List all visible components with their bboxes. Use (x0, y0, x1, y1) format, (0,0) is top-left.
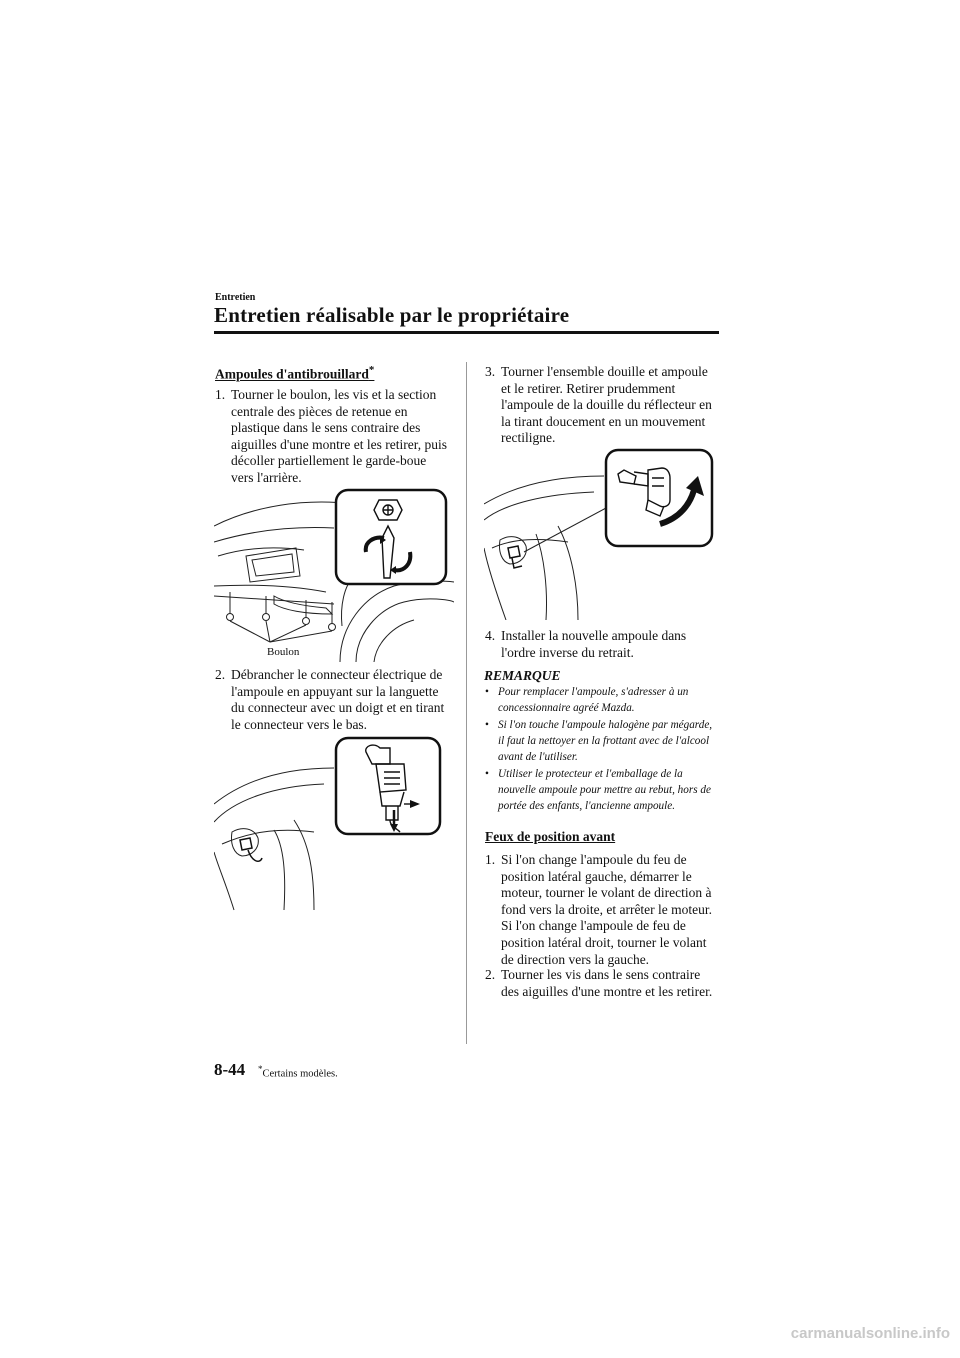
section-label: Entretien (215, 292, 256, 303)
column-divider (466, 362, 467, 1044)
note-item (484, 717, 720, 765)
fog-step-3 (485, 364, 720, 447)
fog-lamp-heading-text: Ampoules d'antibrouillard (215, 366, 369, 382)
bolt-callout: Boulon (267, 646, 300, 658)
page-number: 8-44 (214, 1060, 246, 1079)
position-step-1 (485, 852, 720, 968)
header-rule (214, 331, 719, 334)
fog-step-1 (215, 387, 450, 487)
footnote-mark: * (258, 1064, 263, 1074)
bullet-icon: • (485, 719, 489, 731)
step-text: Installer la nouvelle ampoule dans l'ordre inverse du retrait. (501, 628, 687, 660)
fog-lamp-heading (215, 364, 374, 383)
position-step-2 (485, 967, 720, 1000)
step-number: 1. (485, 852, 496, 867)
step-text: Tourner les vis dans le sens contraire des aiguilles d'une montre et les retirer. (501, 967, 713, 999)
note-text: Pour remplacer l'ampoule, s'adresser à un concessionnaire agréé Mazda. (498, 686, 689, 714)
figure-connector-removal (214, 734, 444, 914)
step-text: Tourner l'ensemble douille et ampoule et le retirer. Retirer prudemment l'ampoule de la douille du réflecteur en la tirant doucement en un mouvement rectiligne. (501, 364, 712, 446)
step-number: 4. (485, 628, 496, 643)
footnote (258, 1064, 338, 1080)
step-number: 1. (215, 387, 226, 402)
note-title: REMARQUE (484, 668, 561, 683)
step-text: Si l'on change l'ampoule du feu de position latéral gauche, démarrer le moteur, tourner le volant de direction à fond vers la droite, et arrêter le moteur. Si l'on change l'ampoule de feu de position latéral droit, tourner le volant de direction vers la gauche. (501, 852, 713, 967)
step-number: 2. (215, 667, 226, 682)
fog-step-2 (215, 667, 450, 733)
watermark-text: carmanualsonline.info (790, 1325, 950, 1342)
fog-step-4 (485, 628, 720, 661)
optional-mark: * (368, 364, 375, 376)
step-number: 2. (485, 967, 496, 982)
bullet-icon: • (485, 686, 489, 698)
note-text: Si l'on touche l'ampoule halogène par mégarde, il faut la nettoyer en la frottant avec de l'alcool avant de l'utiliser. (498, 719, 713, 763)
note-text: Utiliser le protecteur et l'emballage de la nouvelle ampoule pour mettre au rebut, hors de portée des enfants, l'ancienne ampoule. (498, 768, 711, 812)
note-list (484, 684, 720, 815)
note-item (484, 684, 720, 716)
bullet-icon: • (485, 768, 489, 780)
figure-bolt-removal (214, 486, 454, 662)
note-item (484, 766, 720, 814)
position-lights-heading: Feux de position avant (485, 829, 616, 844)
footnote-text: Certains modèles. (262, 1068, 338, 1080)
step-text: Tourner le boulon, les vis et la section centrale des pièces de retenue en plastique dans le sens contraire des aiguilles d'une montre et les retirer, puis décoller partiellement le garde-boue vers l'arrière. (231, 387, 447, 485)
step-text: Débrancher le connecteur électrique de l'ampoule en appuyant sur la languette du connecteur avec un doigt et en tirant le connecteur vers le bas. (231, 667, 445, 732)
figure-bulb-removal (484, 448, 716, 620)
watermark (0, 1325, 960, 1342)
step-number: 3. (485, 364, 496, 379)
chapter-title: Entretien réalisable par le propriétaire (214, 303, 570, 327)
